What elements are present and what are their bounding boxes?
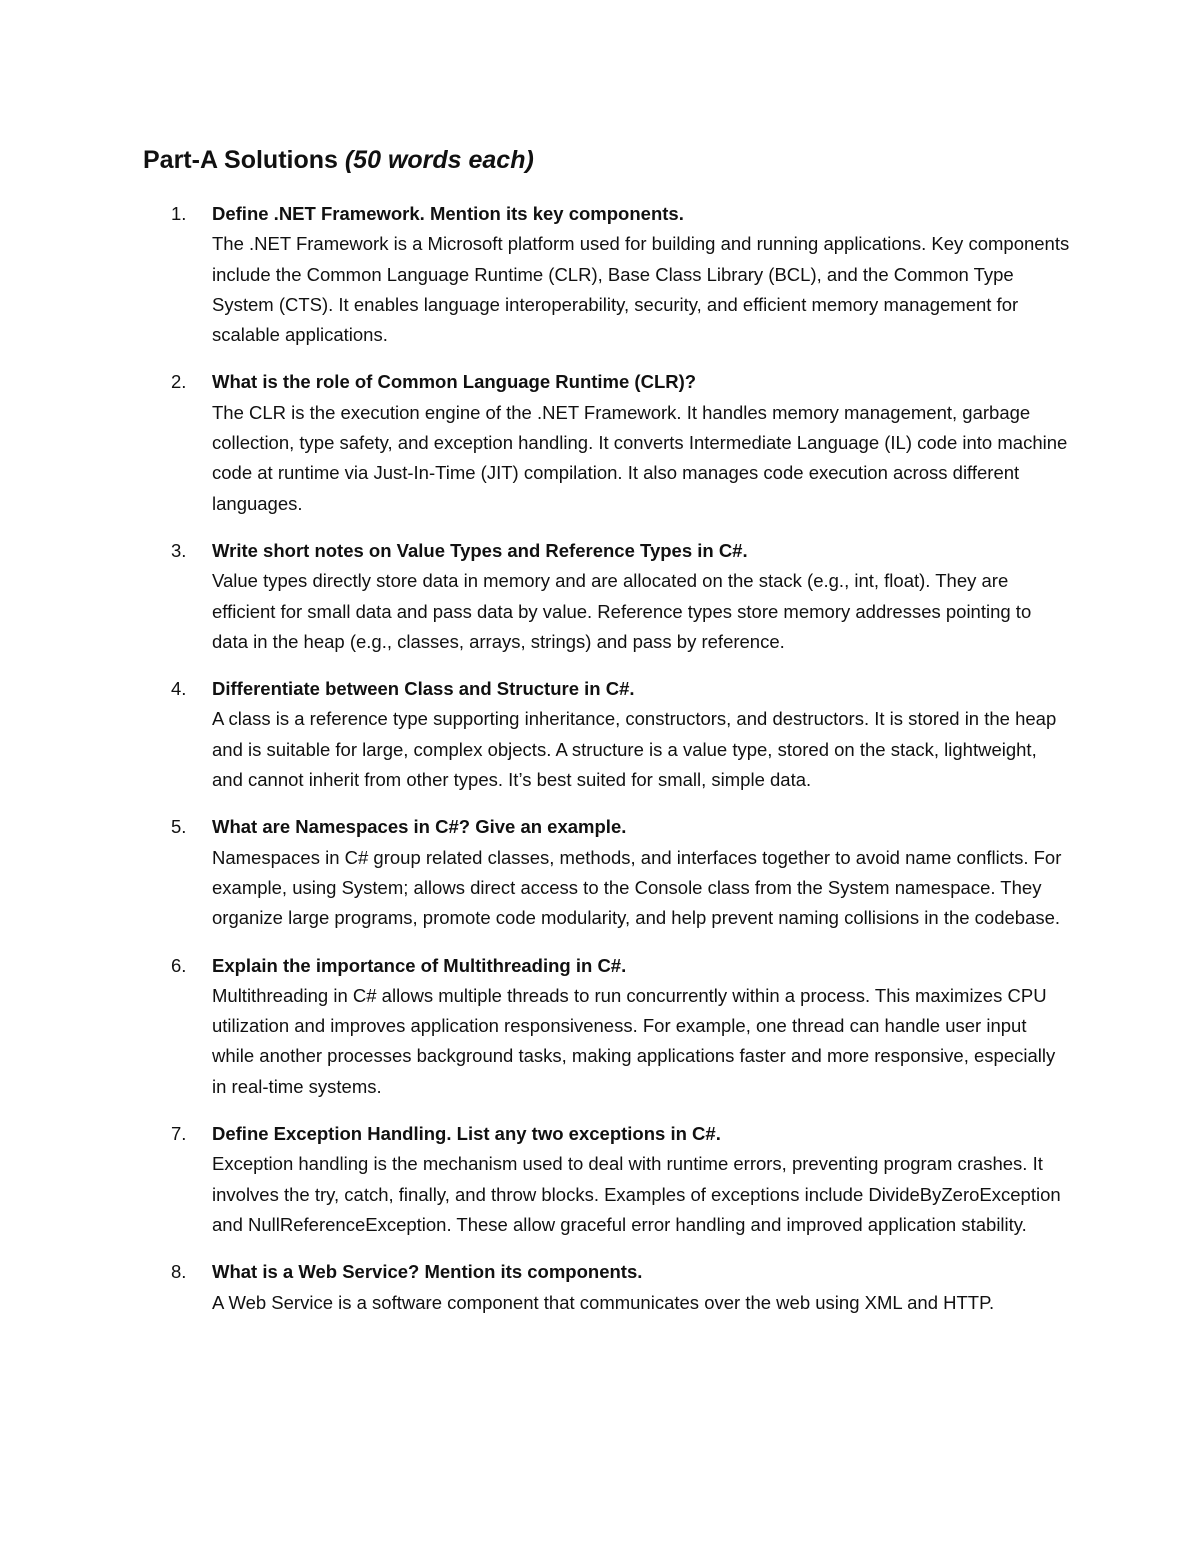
item-answer: The .NET Framework is a Microsoft platform used for building and running applications. Key components include the Common Language Runtime (CLR), Base Class Library (BCL), and the Common Type System (CTS). It enables language interoperability, security, and efficient memory management for scalable applications. xyxy=(212,233,1070,346)
item-answer: The CLR is the execution engine of the .NET Framework. It handles memory management, garbage collection, type safety, and exception handling. It converts Intermediate Language (IL) code into machine code at runtime via Just-In-Time (JIT) compilation. It also manages code execution across different languages. xyxy=(212,401,1068,514)
item-question: Explain the importance of Multithreading in C#. xyxy=(212,954,627,976)
item-answer: Multithreading in C# allows multiple threads to run concurrently within a process. This maximizes CPU utilization and improves application responsiveness. For example, one thread can handle user input while another processes background tasks, making applications faster and more responsive, especially in real-time systems. xyxy=(212,984,1056,1097)
list-item xyxy=(0,367,1200,518)
list-item xyxy=(0,1257,1200,1318)
title-subtitle: (50 words each) xyxy=(344,146,534,174)
item-number: 4. xyxy=(171,678,187,700)
item-answer: Value types directly store data in memory and are allocated on the stack (e.g., int, float). They are efficient for small data and pass data by value. Reference types store memory addresses pointing to data in the heap (e.g., classes, arrays, strings) and pass by reference. xyxy=(212,570,1032,652)
item-answer: A Web Service is a software component that communicates over the web using XML and HTTP. xyxy=(212,1291,995,1313)
item-question: Define Exception Handling. List any two exceptions in C#. xyxy=(212,1123,721,1145)
list-item xyxy=(0,199,1200,350)
item-answer: Namespaces in C# group related classes, methods, and interfaces together to avoid name conflicts. For example, using System; allows direct access to the Console class from the System namespace. They organize large programs, promote code modularity, and help prevent naming collisions in the codebase. xyxy=(212,846,1062,929)
item-question: What is a Web Service? Mention its components. xyxy=(212,1261,643,1283)
title-main: Part-A Solutions xyxy=(143,146,345,174)
list-item xyxy=(0,812,1200,933)
item-number: 7. xyxy=(171,1123,187,1145)
page-title xyxy=(143,143,534,177)
list-item xyxy=(0,951,1200,1102)
item-question: What is the role of Common Language Runtime (CLR)? xyxy=(212,371,697,393)
item-question: Define .NET Framework. Mention its key components. xyxy=(212,203,684,224)
item-number: 2. xyxy=(171,371,187,393)
item-number: 1. xyxy=(171,203,187,224)
item-question: Differentiate between Class and Structure in C#. xyxy=(212,678,635,700)
list-item xyxy=(0,674,1200,795)
item-number: 5. xyxy=(171,816,187,838)
item-question: What are Namespaces in C#? Give an example. xyxy=(212,816,627,838)
item-number: 3. xyxy=(171,539,187,561)
item-number: 6. xyxy=(171,954,187,976)
item-question: Write short notes on Value Types and Reference Types in C#. xyxy=(212,539,748,561)
solutions-list xyxy=(0,199,1200,1335)
list-item xyxy=(0,536,1200,657)
list-item xyxy=(0,1119,1200,1240)
item-answer: A class is a reference type supporting inheritance, constructors, and destructors. It is stored in the heap and is suitable for large, complex objects. A structure is a value type, stored on the stack, lightweight, and cannot inherit from other types. It’s best suited for small, simple data. xyxy=(212,708,1057,791)
item-answer: Exception handling is the mechanism used to deal with runtime errors, preventing program crashes. It involves the try, catch, finally, and throw blocks. Examples of exceptions include DivideByZeroException and NullReferenceException. These allow graceful error handling and improved application stability. xyxy=(212,1153,1061,1235)
item-number: 8. xyxy=(171,1261,187,1283)
